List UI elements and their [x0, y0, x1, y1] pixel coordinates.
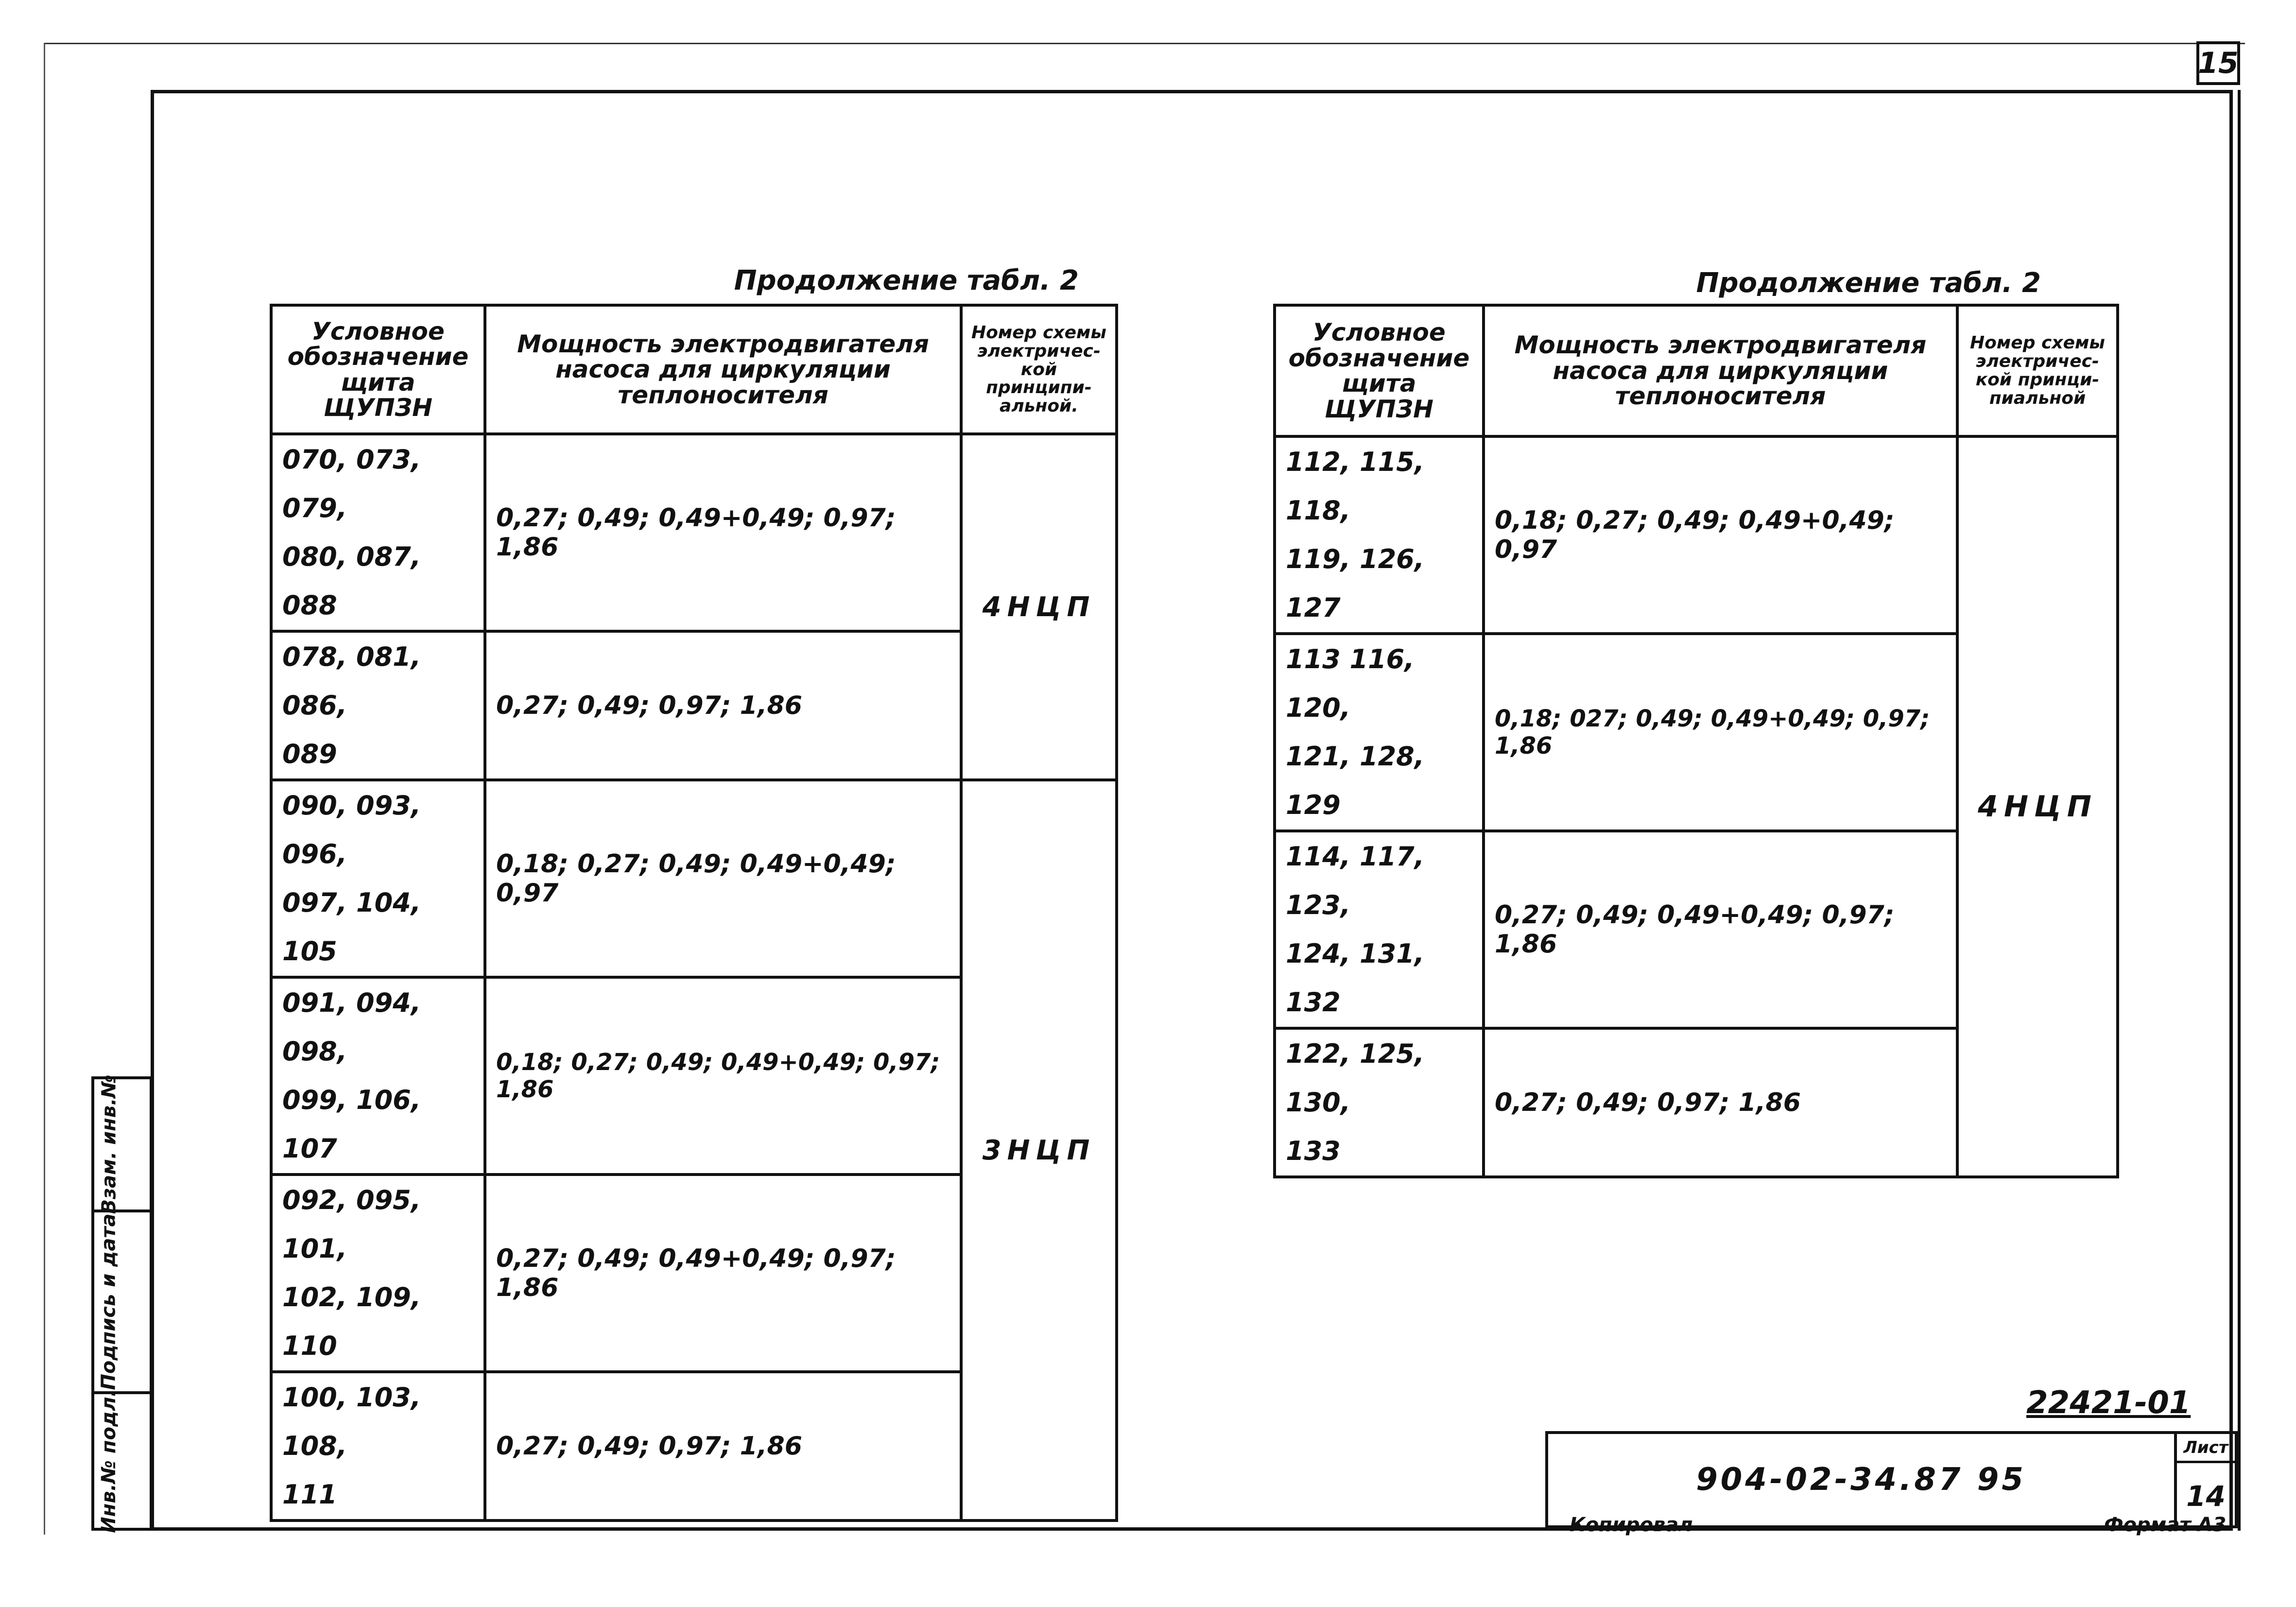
side-stamp-replacement-box: [91, 1076, 153, 1212]
side-stamp-replacement-label: Взам. инв.№: [98, 1074, 120, 1214]
document-designation: 904-02-34.87 95: [1545, 1431, 2177, 1528]
code-line: 124, 131, 132: [1286, 938, 1425, 1018]
copied-by-label: Копировал: [1570, 1514, 1693, 1536]
row-code-cell: [271, 1372, 485, 1521]
code-line: 091, 094, 098,: [282, 987, 421, 1067]
code-line: 078, 081, 086,: [282, 641, 421, 721]
code-line: 090, 093, 096,: [282, 790, 421, 869]
table-row: [271, 434, 1117, 631]
header-code: Условное обозначение щита ЩУПЗН: [1275, 305, 1484, 436]
corner-sheet-number: 15: [2196, 41, 2240, 85]
code-line: 070, 073, 079,: [282, 444, 421, 523]
format-label: Формат А3: [2104, 1514, 2227, 1536]
row-power-cell: 0,18; 0,27; 0,49; 0,49+0,49; 0,97: [485, 780, 961, 977]
table-row: [271, 780, 1117, 977]
side-stamp: [91, 1076, 153, 1531]
row-power-cell: 0,27; 0,49; 0,97; 1,86: [485, 1372, 961, 1521]
scheme-cell-group-1: 4НЦП: [961, 434, 1117, 780]
code-line: 112, 115, 118,: [1286, 447, 1425, 526]
header-scheme: Номер схемы электричес-кой принципи-альной.: [961, 305, 1117, 434]
code-line: 119, 126, 127: [1286, 544, 1425, 623]
sheet-number: 14: [2186, 1479, 2226, 1513]
row-power-cell: 0,18; 027; 0,49; 0,49+0,49; 0,97; 1,86: [1484, 634, 1957, 831]
row-code-cell: [1275, 831, 1484, 1028]
sheet-label: Лист: [2177, 1434, 2235, 1463]
row-power-cell: 0,27; 0,49; 0,49+0,49; 0,97; 1,86: [485, 434, 961, 631]
row-power-cell: 0,27; 0,49; 0,49+0,49; 0,97; 1,86: [485, 1175, 961, 1372]
right-spec-table: [1273, 304, 2119, 1178]
code-line: 092, 095, 101,: [282, 1185, 421, 1264]
archive-number: 22421-01: [2026, 1385, 2191, 1421]
row-code-cell: [271, 977, 485, 1175]
header-scheme: Номер схемы электричес-кой принци-пиальной: [1957, 305, 2118, 436]
left-spec-table: [270, 304, 1118, 1522]
side-stamp-inventory-label: Инв.№ подл.: [98, 1389, 120, 1533]
code-line: 102, 109, 110: [282, 1282, 421, 1361]
row-power-cell: 0,27; 0,49; 0,49+0,49; 0,97; 1,86: [1484, 831, 1957, 1028]
header-code: Условное обозначение щита ЩУПЗН: [271, 305, 485, 434]
row-code-cell: [271, 1175, 485, 1372]
code-line: 100, 103, 108,: [282, 1382, 421, 1461]
scheme-cell: 4НЦП: [1957, 436, 2118, 1177]
header-power: Мощность электродвигателя насоса для циркуляции теплоносителя: [485, 305, 961, 434]
outer-border-left: [44, 43, 45, 1535]
row-code-cell: [271, 631, 485, 780]
row-code-cell: [271, 434, 485, 631]
header-power: Мощность электродвигателя насоса для циркуляции теплоносителя: [1484, 305, 1957, 436]
row-code-cell: [271, 780, 485, 977]
left-table-header-row: [271, 305, 1117, 434]
code-line: 111: [282, 1479, 337, 1510]
side-stamp-inventory-box: [91, 1391, 153, 1531]
code-line: 080, 087, 088: [282, 541, 421, 621]
row-power-cell: 0,18; 0,27; 0,49; 0,49+0,49; 0,97: [1484, 436, 1957, 634]
code-line: 122, 125, 130,: [1286, 1038, 1425, 1118]
code-line: 097, 104, 105: [282, 887, 421, 967]
code-line: 089: [282, 739, 337, 769]
code-line: 133: [1286, 1136, 1341, 1166]
code-line: 114, 117, 123,: [1286, 841, 1425, 920]
right-table-header-row: [1275, 305, 2118, 436]
right-table-caption: Продолжение табл. 2: [1696, 267, 2041, 299]
row-power-cell: 0,18; 0,27; 0,49; 0,49+0,49; 0,97; 1,86: [485, 977, 961, 1175]
frame-right-double-line: [2238, 90, 2241, 1531]
row-power-cell: 0,27; 0,49; 0,97; 1,86: [485, 631, 961, 780]
left-table-caption: Продолжение табл. 2: [734, 265, 1079, 296]
row-code-cell: [1275, 436, 1484, 634]
row-power-cell: 0,27; 0,49; 0,97; 1,86: [1484, 1028, 1957, 1177]
side-stamp-signature-box: [91, 1210, 153, 1394]
table-row: [1275, 436, 2118, 634]
row-code-cell: [1275, 1028, 1484, 1177]
code-line: 113 116, 120,: [1286, 644, 1415, 723]
row-code-cell: [1275, 634, 1484, 831]
side-stamp-signature-label: Подпись и дата: [98, 1213, 120, 1390]
outer-border-top: [44, 43, 2245, 44]
code-line: 099, 106, 107: [282, 1085, 421, 1164]
code-line: 121, 128, 129: [1286, 741, 1425, 820]
scheme-cell-group-2: 3НЦП: [961, 780, 1117, 1521]
